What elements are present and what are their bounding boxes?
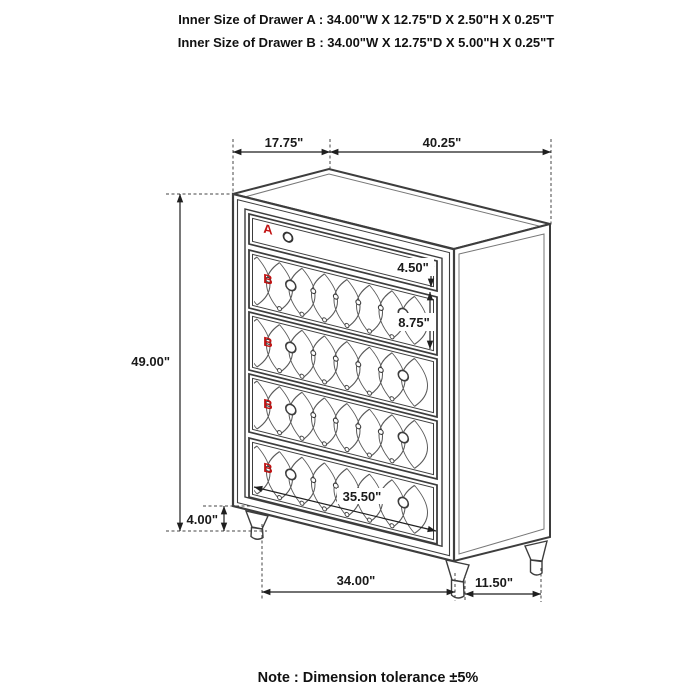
svg-text:49.00": 49.00" — [131, 354, 170, 369]
header-drawer-b-spec: Inner Size of Drawer B : 34.00"W X 12.75"D X 5.00"H X 0.25"T — [177, 35, 555, 50]
svg-text:34.00": 34.00" — [336, 573, 376, 588]
svg-text:40.25": 40.25" — [422, 135, 462, 150]
drawer-a-label: A — [263, 220, 273, 238]
leg-front-left-foot — [251, 528, 263, 540]
svg-text:11.50": 11.50" — [475, 575, 513, 590]
leg-back-right — [525, 541, 547, 561]
drawer-b4-label: B — [263, 459, 273, 477]
chest-drawing — [233, 169, 550, 598]
drawer-b1-label: B — [263, 270, 273, 288]
svg-text:35.50": 35.50" — [342, 489, 382, 504]
cabinet-right-face — [454, 224, 550, 561]
dimension-base-depth — [465, 568, 541, 602]
tolerance-note: Note : Dimension tolerance ±5% — [257, 670, 479, 686]
svg-text:4.00": 4.00" — [186, 512, 218, 527]
cabinet-front-face — [233, 194, 454, 561]
leg-front-right — [446, 560, 469, 582]
dimension-leg-height — [187, 506, 251, 531]
drawer-b3-label: B — [263, 395, 273, 413]
svg-text:17.75": 17.75" — [264, 135, 304, 150]
leg-back-right-foot — [531, 560, 543, 575]
svg-text:4.50": 4.50" — [397, 260, 429, 275]
drawer-b2-label: B — [263, 333, 273, 351]
leg-front-right-foot — [452, 580, 465, 598]
svg-text:8.75": 8.75" — [398, 315, 430, 330]
header-drawer-a-spec: Inner Size of Drawer A : 34.00"W X 12.75"D X 2.50"H X 0.25"T — [178, 12, 554, 27]
